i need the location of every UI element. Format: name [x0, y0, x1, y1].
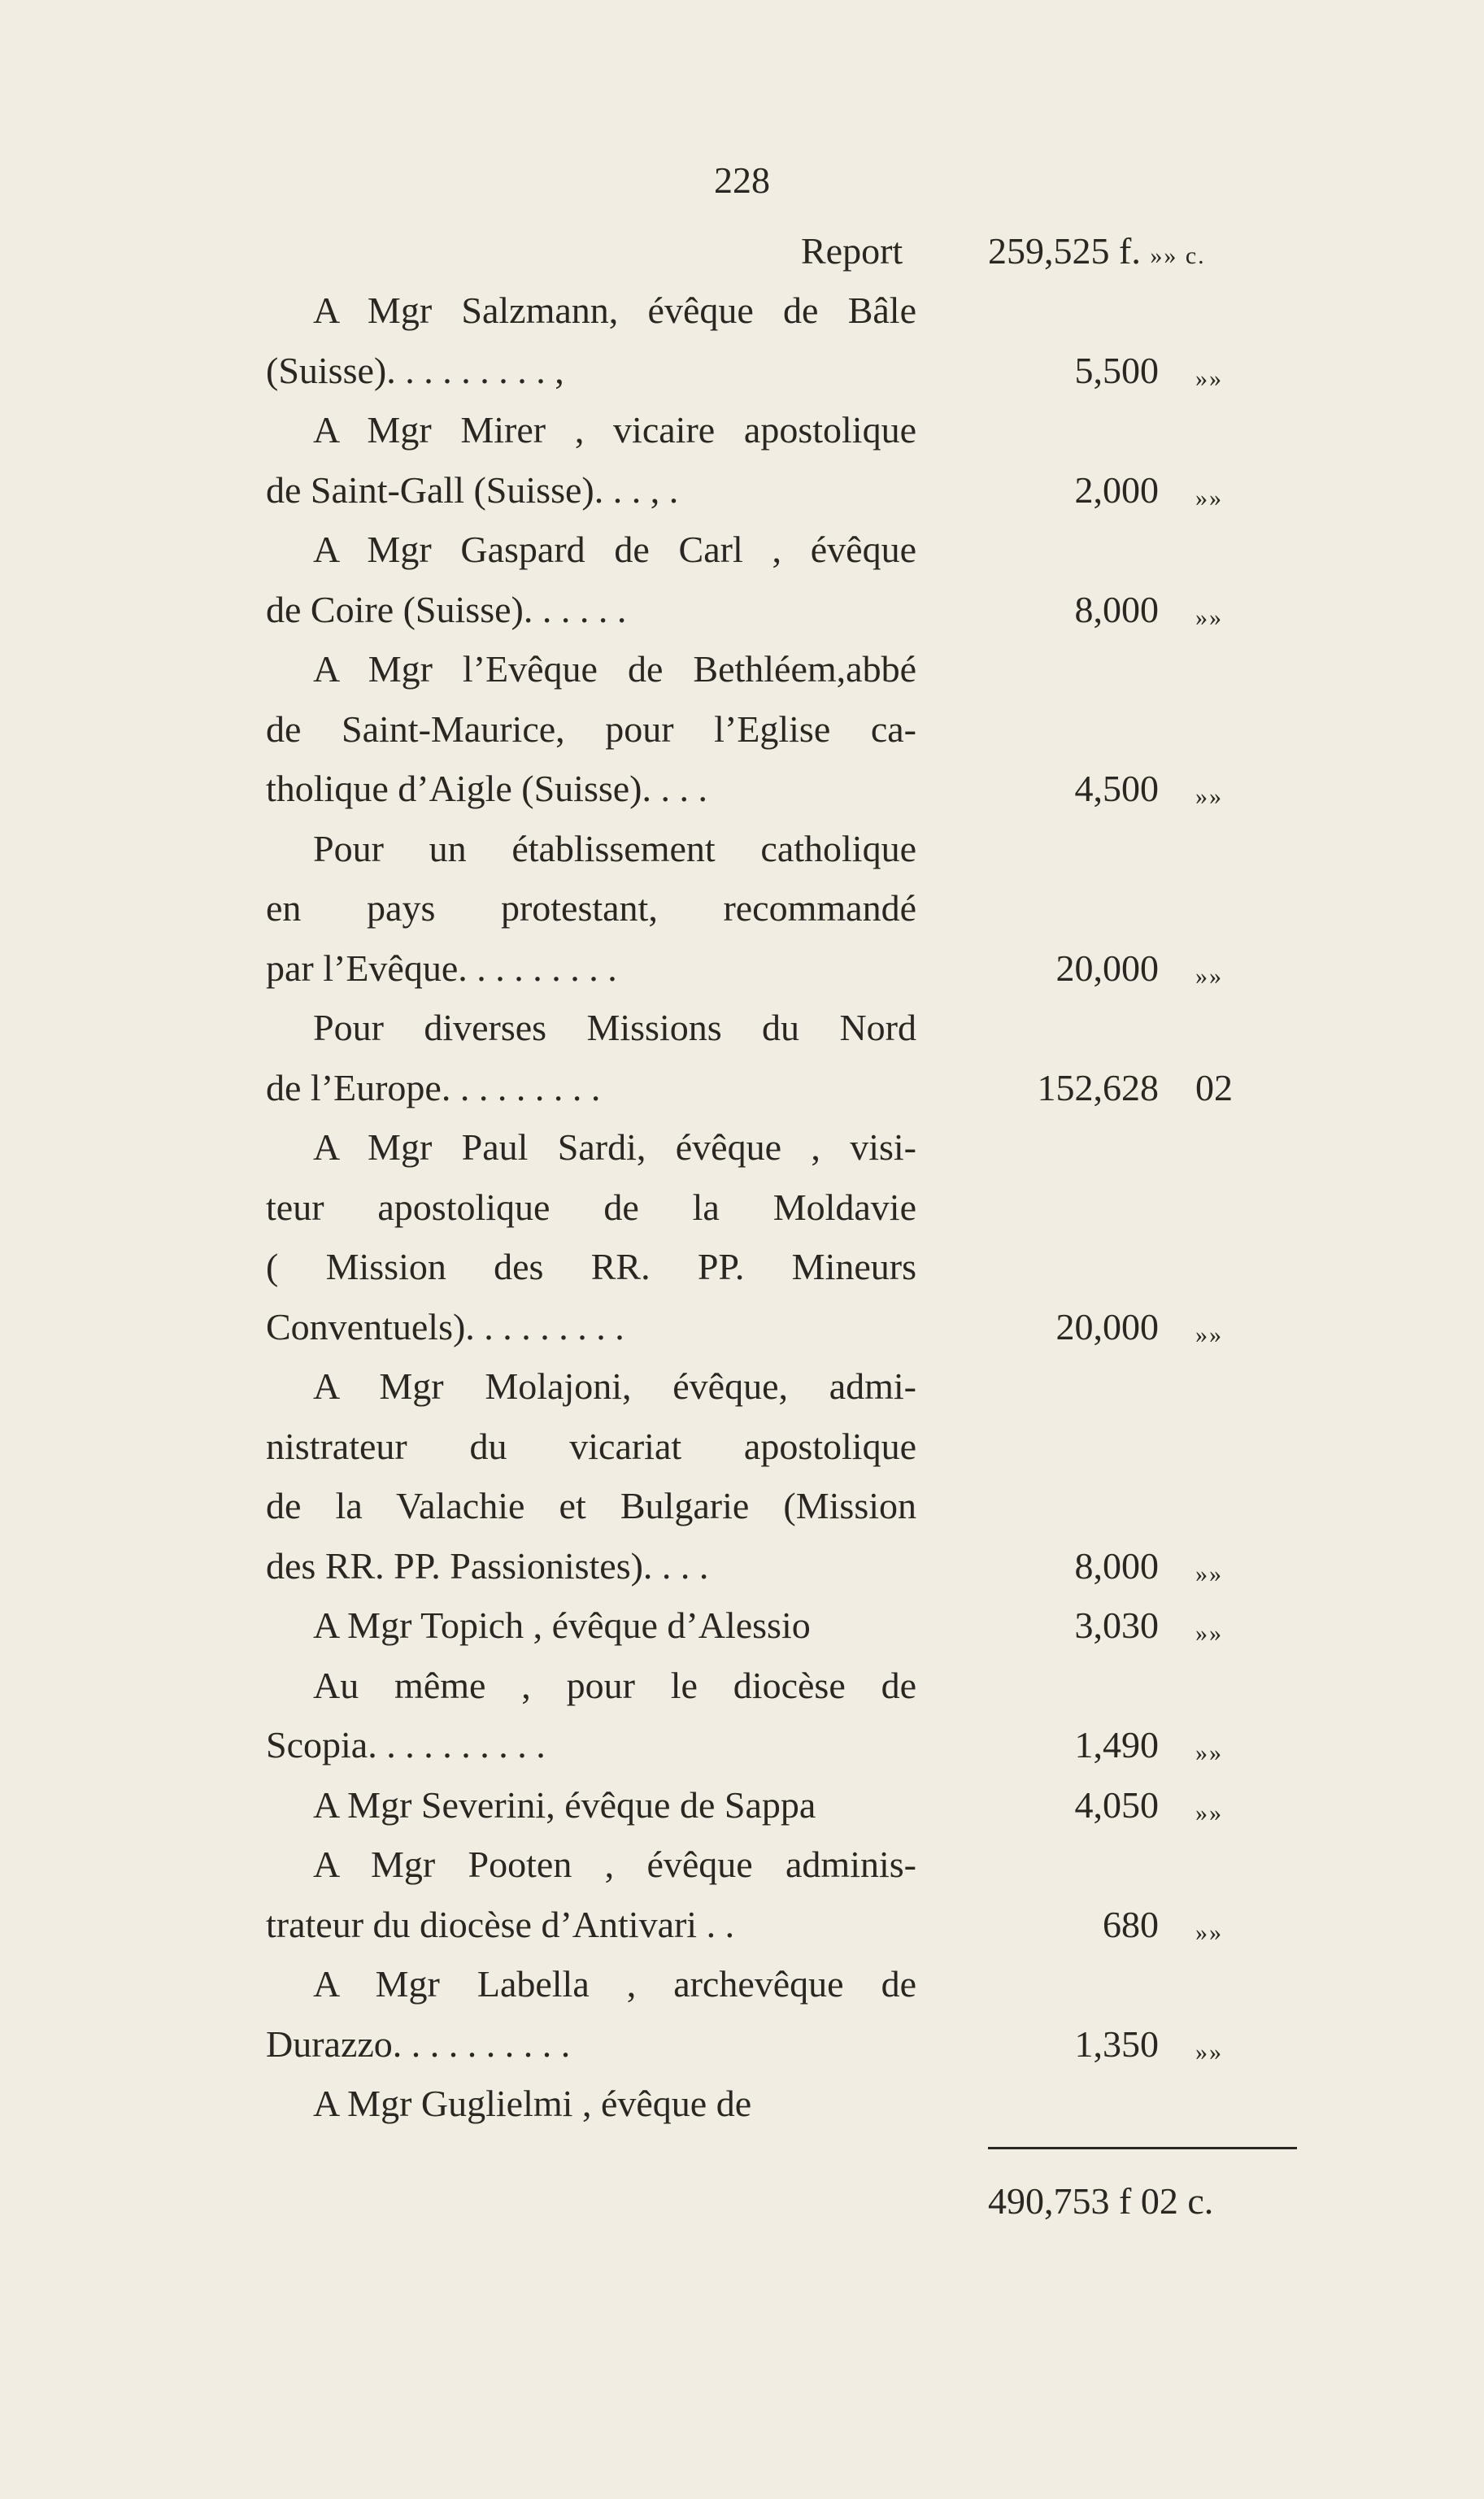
- entry-8-amount: 3,030: [1074, 1604, 1159, 1646]
- entry-7-cents: »»: [1195, 1560, 1223, 1587]
- entry-5-amount: 152,628: [1037, 1066, 1159, 1108]
- entry-7-line-1: nistrateur du vicariat apostolique: [266, 1425, 916, 1467]
- entry-6-line-3: Conventuels). . . . . . . . .: [266, 1305, 624, 1347]
- entry-7-line-3: des RR. PP. Passionistes). . . .: [266, 1544, 709, 1587]
- entry-3-line-0: A Mgr l’Evêque de Bethléem,abbé: [313, 648, 916, 690]
- entry-12-cents: »»: [1195, 2038, 1223, 2066]
- entry-7-line-2: de la Valachie et Bulgarie (Mission: [266, 1485, 916, 1526]
- entry-4-amount: 20,000: [1055, 947, 1159, 989]
- entry-1-cents: »»: [1195, 484, 1223, 512]
- entry-4-line-0: Pour un établissement catholique: [313, 827, 916, 869]
- total-cents: 02 c.: [1140, 2180, 1214, 2222]
- entry-3-cents: »»: [1195, 783, 1223, 810]
- entry-6-line-2: ( Mission des RR. PP. Mineurs: [266, 1246, 916, 1287]
- entry-0-amount: 5,500: [1074, 349, 1159, 391]
- entry-8-cents: »»: [1195, 1620, 1223, 1647]
- entry-5-cents: 02: [1195, 1066, 1233, 1108]
- report-amount-value: 259,525 f.: [988, 230, 1141, 272]
- report-label: Report: [801, 230, 903, 272]
- entry-8-line-0: A Mgr Topich , évêque d’Alessio: [313, 1604, 811, 1646]
- entry-3-line-1: de Saint-Maurice, pour l’Eglise ca-: [266, 707, 916, 750]
- entry-6-line-1: teur apostolique de la Moldavie: [266, 1186, 916, 1228]
- entry-0-cents: »»: [1195, 364, 1223, 392]
- entry-12-amount: 1,350: [1074, 2022, 1159, 2065]
- entry-5-line-0: Pour diverses Missions du Nord: [313, 1007, 916, 1048]
- entry-13-line-0: A Mgr Guglielmi , évêque de: [313, 2083, 752, 2124]
- entry-2-amount: 8,000: [1074, 588, 1159, 630]
- entry-11-cents: »»: [1195, 1918, 1223, 1946]
- entry-9-line-0: Au même , pour le diocèse de: [313, 1664, 916, 1706]
- entry-10-amount: 4,050: [1074, 1783, 1159, 1826]
- entry-5-line-1: de l’Europe. . . . . . . . .: [266, 1066, 601, 1108]
- entry-11-line-1: trateur du diocèse d’Antivari . .: [266, 1903, 735, 1945]
- entry-4-cents: »»: [1195, 962, 1223, 990]
- entry-1-amount: 2,000: [1074, 468, 1159, 511]
- total-rule: [988, 2147, 1297, 2149]
- entry-9-cents: »»: [1195, 1739, 1223, 1766]
- entry-6-cents: »»: [1195, 1321, 1223, 1348]
- entry-11-line-0: A Mgr Pooten , évêque adminis-: [313, 1844, 916, 1885]
- entry-6-line-0: A Mgr Paul Sardi, évêque , visi-: [313, 1126, 916, 1168]
- entry-7-line-0: A Mgr Molajoni, évêque, admi-: [313, 1365, 916, 1407]
- entry-2-line-1: de Coire (Suisse). . . . . .: [266, 588, 627, 630]
- entry-10-cents: »»: [1195, 1799, 1223, 1826]
- total-amount: [988, 2179, 1213, 2223]
- entry-1-line-1: de Saint-Gall (Suisse). . . , .: [266, 468, 679, 511]
- total-amount-value: 490,753 f: [988, 2180, 1132, 2222]
- entry-1-line-0: A Mgr Mirer , vicaire apostolique: [313, 409, 916, 451]
- entry-9-line-1: Scopia. . . . . . . . . .: [266, 1724, 546, 1765]
- entry-12-line-0: A Mgr Labella , archevêque de: [313, 1963, 916, 2005]
- entry-9-amount: 1,490: [1074, 1724, 1159, 1765]
- page-number: 228: [714, 159, 770, 201]
- entry-11-amount: 680: [1103, 1903, 1159, 1945]
- entry-2-line-0: A Mgr Gaspard de Carl , évêque: [313, 529, 916, 570]
- entry-3-line-2: tholique d’Aigle (Suisse). . . .: [266, 768, 707, 809]
- report-cents: »» c.: [1150, 242, 1206, 269]
- entry-10-line-0: A Mgr Severini, évêque de Sappa: [313, 1783, 816, 1826]
- entry-2-cents: »»: [1195, 603, 1223, 631]
- entry-7-amount: 8,000: [1074, 1544, 1159, 1587]
- entry-0-line-1: (Suisse). . . . . . . . . ,: [266, 349, 564, 391]
- entry-3-amount: 4,500: [1074, 768, 1159, 809]
- entry-6-amount: 20,000: [1055, 1305, 1159, 1347]
- entry-12-line-1: Durazzo. . . . . . . . . .: [266, 2022, 571, 2065]
- entry-4-line-2: par l’Evêque. . . . . . . . .: [266, 947, 617, 989]
- entry-0-line-0: A Mgr Salzmann, évêque de Bâle: [313, 290, 916, 331]
- entry-4-line-1: en pays protestant, recommandé: [266, 887, 916, 929]
